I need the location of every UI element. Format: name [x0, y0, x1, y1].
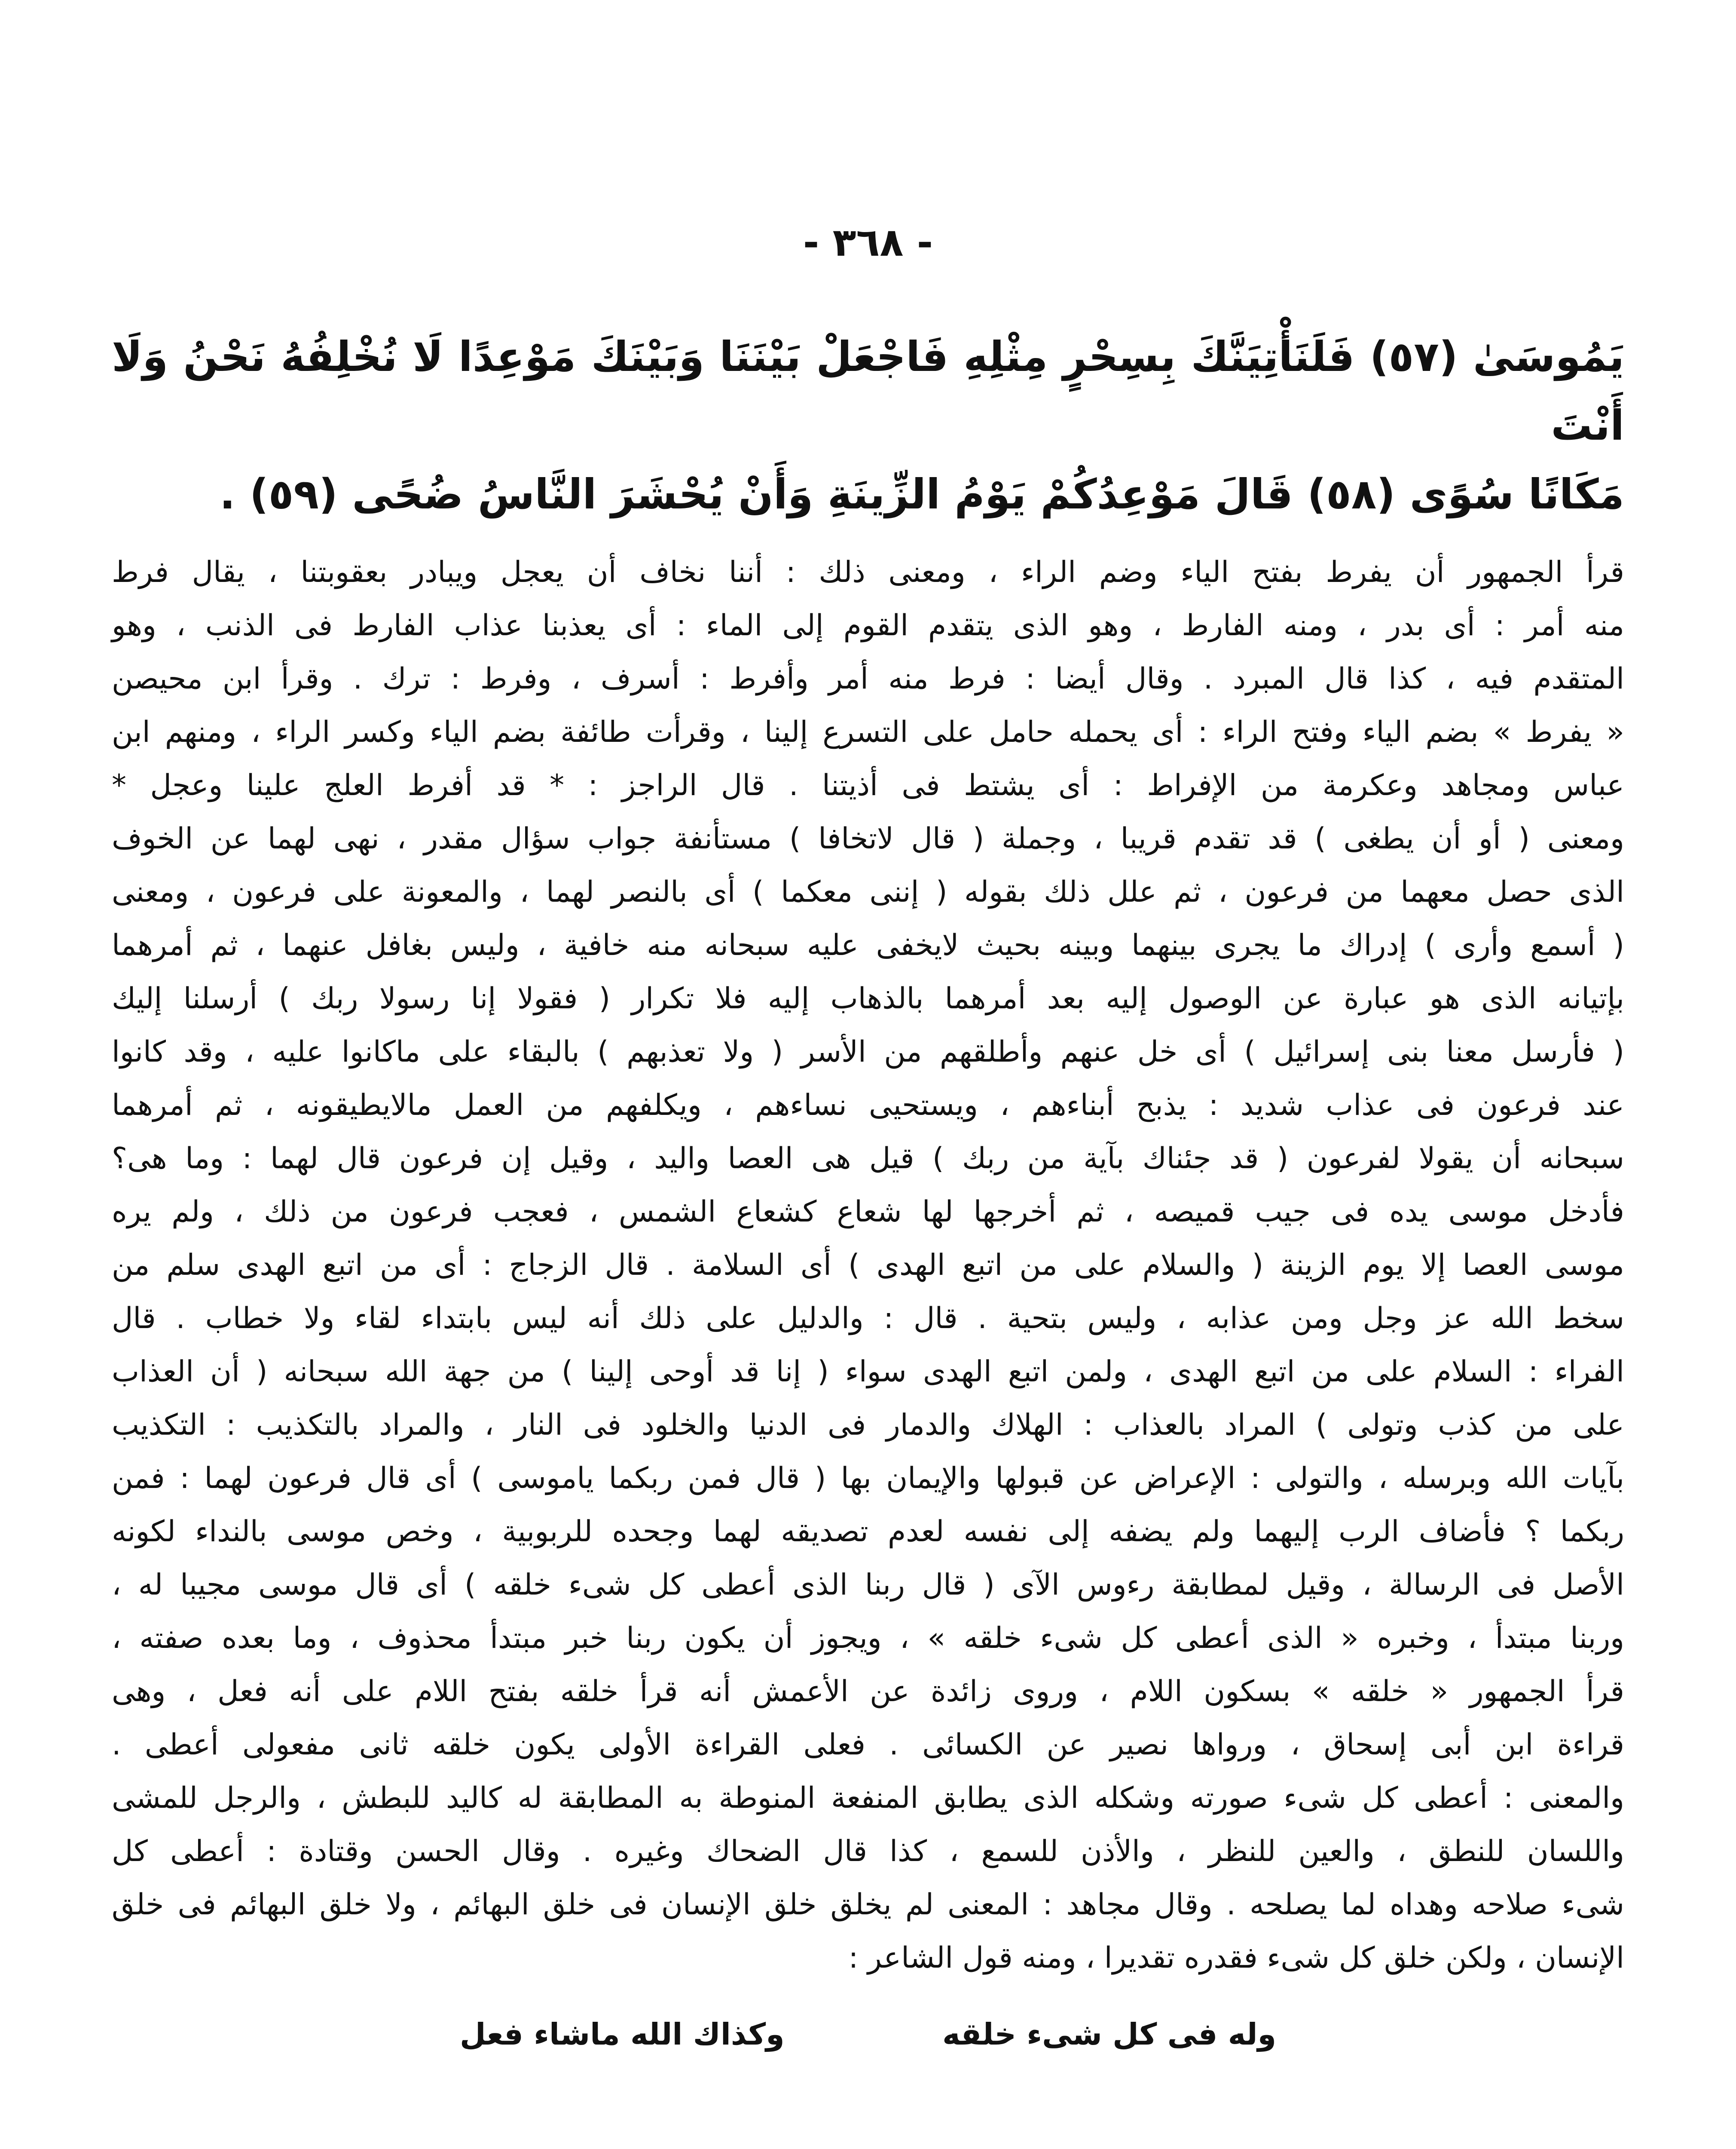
- poetry-verse: [460, 2006, 1276, 2062]
- text-line: ومعنى ( أو أن يطغى ) قد تقدم قريبا ، وجملة ( قال لاتخافا ) مستأنفة جواب سؤال مقدر ، نهى لهما عن الخوف: [112, 822, 1624, 856]
- text-line: والمعنى : أعطى كل شىء صورته وشكله الذى يطابق المنفعة المنوطة به المطابقة له كاليد للبطش ، والرجل للمشى: [112, 1781, 1624, 1815]
- text-line: الفراء : السلام على من اتبع الهدى ، ولمن اتبع الهدى سواء ( إنا قد أوحى إلينا ) من جهة الله سبحانه ( أن العذاب: [112, 1355, 1624, 1389]
- text-line: واللسان للنطق ، والعين للنظر ، والأذن للسمع ، كذا قال الضحاك وغيره . وقال الحسن وقتادة : أعطى كل: [112, 1834, 1624, 1868]
- text-line: « يفرط » بضم الياء وفتح الراء : أى يحمله حامل على التسرع إلينا ، وقرأت طائفة بضم الياء وكسر الراء ، ومنهم ابن: [112, 715, 1624, 749]
- text-line: على من كذب وتولى ) المراد بالعذاب : الهلاك والدمار فى الدنيا والخلود فى النار ، والمراد بالتكذيب : التكذيب: [112, 1408, 1624, 1442]
- text-line: بآيات الله وبرسله ، والتولى : الإعراض عن قبولها والإيمان بها ( قال فمن ربكما ياموسى ) أى قال فرعون لهما : فمن: [112, 1461, 1624, 1495]
- quran-verse-line-2: مَكَانًا سُوًى (٥٨) قَالَ مَوْعِدُكُمْ يَوْمُ الزِّينَةِ وَأَنْ يُحْشَرَ النَّاسُ ضُحًى (٥٩) .: [220, 470, 1624, 518]
- text-line: ربكما ؟ فأضاف الرب إليهما ولم يضفه إلى نفسه لعدم تصديقه لهما وجحده للربوبية ، وخص موسى بالنداء لكونه: [112, 1515, 1624, 1549]
- text-line: شىء صلاحه وهداه لما يصلحه . وقال مجاهد : المعنى لم يخلق خلق الإنسان فى خلق البهائم ، ولا خلق البهائم فى خلق: [112, 1888, 1624, 1922]
- text-line: الذى حصل معهما من فرعون ، ثم علل ذلك بقوله ( إننى معكما ) أى بالنصر لهما ، والمعونة على فرعون ، ومعنى: [112, 875, 1624, 909]
- text-line: فأدخل موسى يده فى جيب قميصه ، ثم أخرجها لها شعاع كشعاع الشمس ، فعجب فرعون من ذلك ، ولم يره: [112, 1195, 1624, 1229]
- commentary-body: [112, 546, 1624, 1985]
- text-line: سبحانه أن يقولا لفرعون ( قد جئناك بآية من ربك ) قيل هى العصا واليد ، وقيل إن فرعون قال لهما : وما هى؟: [112, 1142, 1624, 1176]
- text-line: وربنا مبتدأ ، وخبره « الذى أعطى كل شىء خلقه » ، ويجوز أن يكون ربنا خبر مبتدأ محذوف ، وما بعده صفته ،: [112, 1621, 1624, 1655]
- text-line: عباس ومجاهد وعكرمة من الإفراط : أى يشتط فى أذيتنا . قال الراجز : * قد أفرط العلج علينا وعجل *: [112, 768, 1624, 802]
- text-line: الأصل فى الرسالة ، وقيل لمطابقة رءوس الآى ( قال ربنا الذى أعطى كل شىء خلقه ) أى قال موسى مجيبا له ،: [112, 1568, 1624, 1602]
- text-line: قراءة ابن أبى إسحاق ، ورواها نصير عن الكسائى . فعلى القراءة الأولى يكون خلقه ثانى مفعولى أعطى .: [112, 1728, 1624, 1762]
- text-line: بإتيانه الذى هو عبارة عن الوصول إليه بعد أمرهما بالذهاب إليه فلا تكرار ( فقولا إنا رسولا ربك ) أرسلنا إليك: [112, 982, 1624, 1016]
- text-line: قرأ الجمهور أن يفرط بفتح الياء وضم الراء ، ومعنى ذلك : أننا نخاف أن يعجل ويبادر بعقوبتنا ، يقال فرط: [112, 555, 1624, 589]
- quran-verse-line-1: يَمُوسَىٰ (٥٧) فَلَنَأْتِيَنَّكَ بِسِحْرٍ مِثْلِهِ فَاجْعَلْ بَيْنَنَا وَبَيْنَكَ مَوْعِدًا لَا نُخْلِفُهُ نَحْنُ وَلَا أَنْتَ: [112, 333, 1625, 450]
- text-line: ( فأرسل معنا بنى إسرائيل ) أى خل عنهم وأطلقهم من الأسر ( ولا تعذبهم ) بالبقاء على ماكانوا عليه ، وقد كانوا: [112, 1035, 1624, 1069]
- text-line: قرأ الجمهور « خلقه » بسكون اللام ، وروى زائدة عن الأعمش أنه قرأ خلقه بفتح اللام على أنه فعل ، وهى: [112, 1675, 1624, 1708]
- page-number: - ٣٦٨ -: [803, 220, 933, 265]
- text-line: سخط الله عز وجل ومن عذابه ، وليس بتحية . قال : والدليل على ذلك أنه ليس بابتداء لقاء ولا خطاب . قال: [112, 1301, 1624, 1335]
- text-line: الإنسان ، ولكن خلق كل شىء فقدره تقديرا ، ومنه قول الشاعر :: [848, 1941, 1624, 1975]
- text-line: عند فرعون فى عذاب شديد : يذبح أبناءهم ، ويستحيى نساءهم ، ويكلفهم من العمل مالايطيقونه ، ثم أمرهما: [112, 1088, 1624, 1122]
- text-line: منه أمر : أى بدر ، ومنه الفارط ، وهو الذى يتقدم القوم إلى الماء : أى يعذبنا عذاب الفارط فى الذنب ، وهو: [112, 609, 1624, 643]
- verse-first-hemistich: وله فى كل شىء خلقه: [942, 2017, 1276, 2052]
- text-line: المتقدم فيه ، كذا قال المبرد . وقال أيضا : فرط منه أمر وأفرط : أسرف ، وفرط : ترك . وقرأ ابن محيصن: [112, 662, 1624, 696]
- text-line: موسى العصا إلا يوم الزينة ( والسلام على من اتبع الهدى ) أى السلامة . قال الزجاج : أى من اتبع الهدى سلم من: [112, 1248, 1624, 1282]
- text-line: ( أسمع وأرى ) إدراك ما يجرى بينهما وبينه بحيث لايخفى عليه سبحانه منه خافية ، وليس بغافل عنهما ، ثم أمرهما: [112, 928, 1624, 962]
- verse-second-hemistich: وكذاك الله ماشاء فعل: [460, 2017, 785, 2052]
